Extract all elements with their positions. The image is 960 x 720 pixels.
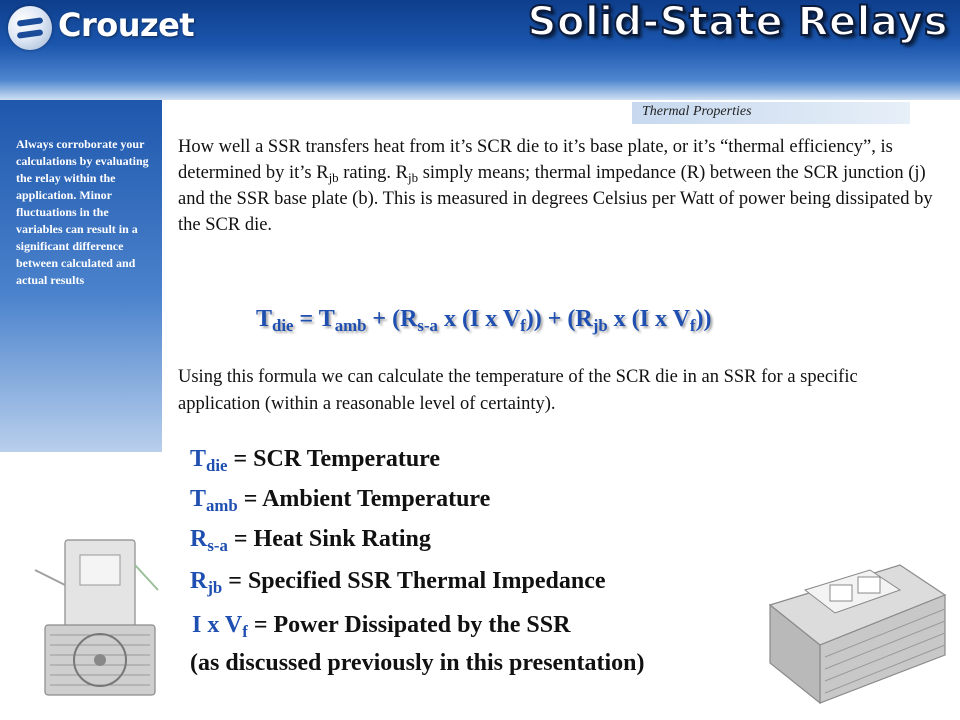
formula-subscript: die	[272, 316, 294, 336]
definition-symbol: R	[190, 568, 208, 594]
definition-rsa	[190, 526, 431, 556]
section-label-bar	[632, 102, 910, 124]
definition-text: = SCR Temperature	[227, 446, 441, 472]
definition-symbol: T	[190, 446, 207, 472]
intro-text-1: How well a SSR transfers heat from it’s SCR die to it’s base plate, or it’s “thermal efficiency”, is determined by it’s R	[178, 137, 893, 183]
die-temperature-formula	[256, 306, 712, 336]
definition-subscript: die	[206, 456, 228, 476]
formula-part: = T	[293, 306, 335, 332]
definition-symbol: R	[190, 526, 208, 552]
formula-subscript: s-a	[417, 316, 438, 336]
definition-tamb	[190, 486, 491, 516]
definition-tdie	[190, 446, 441, 476]
intro-paragraph	[178, 134, 933, 238]
formula-part: x (I x V	[607, 306, 690, 332]
definition-power	[192, 612, 571, 642]
formula-subscript: amb	[334, 316, 367, 336]
definition-subscript: f	[242, 622, 248, 642]
formula-part: x (I x V	[437, 306, 521, 332]
crouzet-logo	[8, 4, 195, 52]
formula-part: ))	[695, 306, 712, 332]
definition-symbol: T	[190, 486, 207, 512]
formula-part: T	[256, 306, 273, 332]
sidebar-note: Always corroborate your calculations by evaluating the relay within the application. Minor fluctuations in the variables can result in a significant difference between calculated and actual results	[16, 137, 149, 287]
definition-subscript: s-a	[207, 536, 228, 556]
definition-text: = Heat Sink Rating	[227, 526, 431, 552]
formula-part: + (R	[366, 306, 418, 332]
sidebar-panel	[0, 100, 162, 452]
definition-symbol: I x V	[192, 612, 243, 638]
definition-subscript: jb	[207, 578, 223, 598]
definition-subscript: amb	[206, 496, 238, 516]
intro-text-3: simply means; thermal impedance (R) between the SCR junction (j) and the SSR base plate (b). This is measured in degrees Celsius per Watt of power being dissipated by the SCR die.	[178, 163, 933, 235]
relay-on-heatsink-image	[750, 545, 950, 705]
definition-rjb	[190, 568, 606, 598]
section-label: Thermal Properties	[642, 104, 752, 119]
formula-subscript: f	[520, 316, 526, 336]
relay-with-heatsink-image	[30, 530, 160, 705]
slide-title: Solid-State Relays	[527, 0, 948, 45]
header-banner	[0, 0, 960, 100]
definitions-note: (as discussed previously in this presentation)	[190, 650, 645, 676]
intro-subscript-1: jb	[328, 169, 339, 185]
intro-subscript-2: jb	[408, 169, 419, 185]
definition-text: = Specified SSR Thermal Impedance	[222, 568, 606, 594]
intro-text-2: rating. R	[338, 163, 409, 183]
formula-explanation: Using this formula we can calculate the temperature of the SCR die in an SSR for a specific application (within a reasonable level of certainty).	[178, 367, 858, 414]
formula-part: )) + (R	[525, 306, 593, 332]
formula-subscript: f	[689, 316, 696, 336]
crouzet-logo-icon	[8, 6, 52, 50]
definition-text: = Ambient Temperature	[237, 486, 491, 512]
formula-subscript: jb	[592, 316, 608, 336]
definition-text: = Power Dissipated by the SSR	[247, 612, 571, 638]
brand-name: Crouzet	[58, 6, 195, 44]
